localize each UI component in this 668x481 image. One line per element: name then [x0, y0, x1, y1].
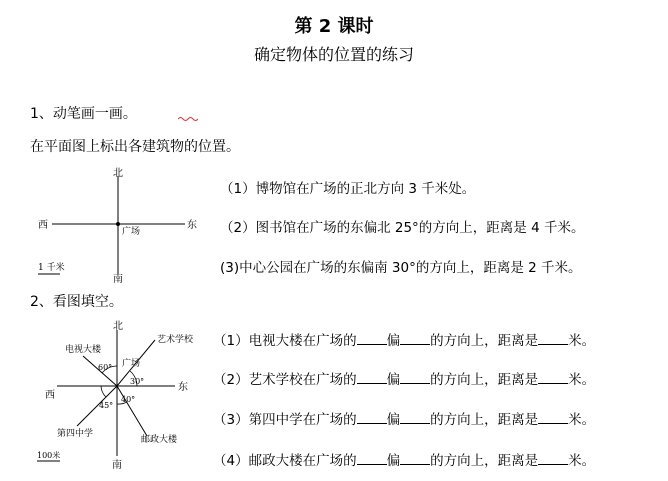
blank-direction-1[interactable] [357, 331, 387, 345]
blank-direction-1[interactable] [357, 410, 387, 424]
item-text: 的方向上，距离是 [430, 372, 539, 388]
angle-30-label: 30° [130, 377, 145, 386]
section1-item-3: (3)中心公园在广场的东偏南 30°的方向上，距离是 2 千米。 [220, 260, 582, 276]
blank-direction-2[interactable] [400, 331, 430, 345]
north-label: 北 [113, 168, 123, 179]
item-text: 米。 [568, 372, 596, 388]
item-text: 偏 [386, 412, 401, 428]
page-subtitle: 确定物体的位置的练习 [253, 45, 414, 64]
item-prefix: （2）艺术学校 [213, 372, 303, 388]
blank-distance[interactable] [538, 331, 568, 345]
item-text: 米。 [568, 333, 596, 349]
arc-45 [101, 386, 106, 397]
page-title: 第 2 课时 [294, 16, 374, 37]
section1-instruction: 在平面图上标出各建筑物的位置。 [30, 139, 240, 155]
angle-40-label: 40° [121, 395, 136, 404]
scale-label: 1 千米 [38, 263, 65, 273]
section2-item-1 [213, 329, 595, 349]
west-label: 西 [38, 220, 48, 231]
ray-post-office [117, 386, 147, 436]
item-text: 偏 [386, 453, 401, 469]
post-office-label: 邮政大楼 [141, 435, 178, 445]
section2-item-3 [213, 408, 595, 428]
section1-item-2: （2）图书馆在广场的东偏北 25°的方向上，距离是 4 千米。 [220, 220, 585, 236]
blank-distance[interactable] [538, 370, 568, 384]
east-label: 东 [187, 220, 197, 231]
item-text: 的方向上，距离是 [430, 412, 539, 428]
south-label: 南 [112, 460, 122, 471]
section1-heading: 1、动笔画一画。 [30, 106, 137, 122]
item-prefix: （3）第四中学 [213, 412, 303, 428]
blank-distance[interactable] [538, 410, 568, 424]
item-prefix: （1）电视大楼 [213, 333, 303, 349]
spellcheck-squiggle-icon [178, 116, 198, 122]
tv-tower-label: 电视大楼 [65, 345, 102, 355]
blank-direction-2[interactable] [400, 370, 430, 384]
east-label: 东 [178, 382, 188, 393]
west-label: 西 [45, 390, 55, 401]
item-text: 的方向上，距离是 [430, 453, 539, 469]
art-school-label: 艺术学校 [157, 335, 194, 345]
angle-60-label: 60° [98, 363, 113, 372]
blank-distance[interactable] [538, 451, 568, 465]
item-text: 米。 [568, 412, 596, 428]
section2-heading: 2、看图填空。 [30, 294, 123, 310]
blank-direction-2[interactable] [400, 451, 430, 465]
item-text: 米。 [568, 453, 596, 469]
center-label: 广场 [122, 227, 141, 237]
item-text: 的方向上，距离是 [430, 333, 539, 349]
compass-diagram-2 [35, 318, 210, 476]
school4-label: 第四中学 [57, 429, 94, 439]
item-text: 在广场的 [302, 333, 357, 349]
item-text: 在广场的 [302, 412, 357, 428]
item-text: 偏 [386, 333, 401, 349]
compass-diagram-1 [30, 164, 210, 286]
center-dot [116, 222, 120, 226]
item-prefix: （4）邮政大楼 [213, 453, 303, 469]
north-label: 北 [113, 321, 123, 332]
section1-item-1: （1）博物馆在广场的正北方向 3 千米处。 [220, 181, 476, 197]
blank-direction-1[interactable] [357, 451, 387, 465]
item-text: 在广场的 [302, 453, 357, 469]
blank-direction-1[interactable] [357, 370, 387, 384]
item-text: 偏 [386, 372, 401, 388]
section2-item-4 [213, 449, 595, 469]
section2-item-2 [213, 368, 595, 388]
item-text: 在广场的 [302, 372, 357, 388]
angle-45-label: 45° [99, 401, 114, 410]
center-label: 广场 [122, 359, 141, 369]
scale-label: 100米 [37, 451, 61, 460]
blank-direction-2[interactable] [400, 410, 430, 424]
south-label: 南 [113, 274, 123, 285]
